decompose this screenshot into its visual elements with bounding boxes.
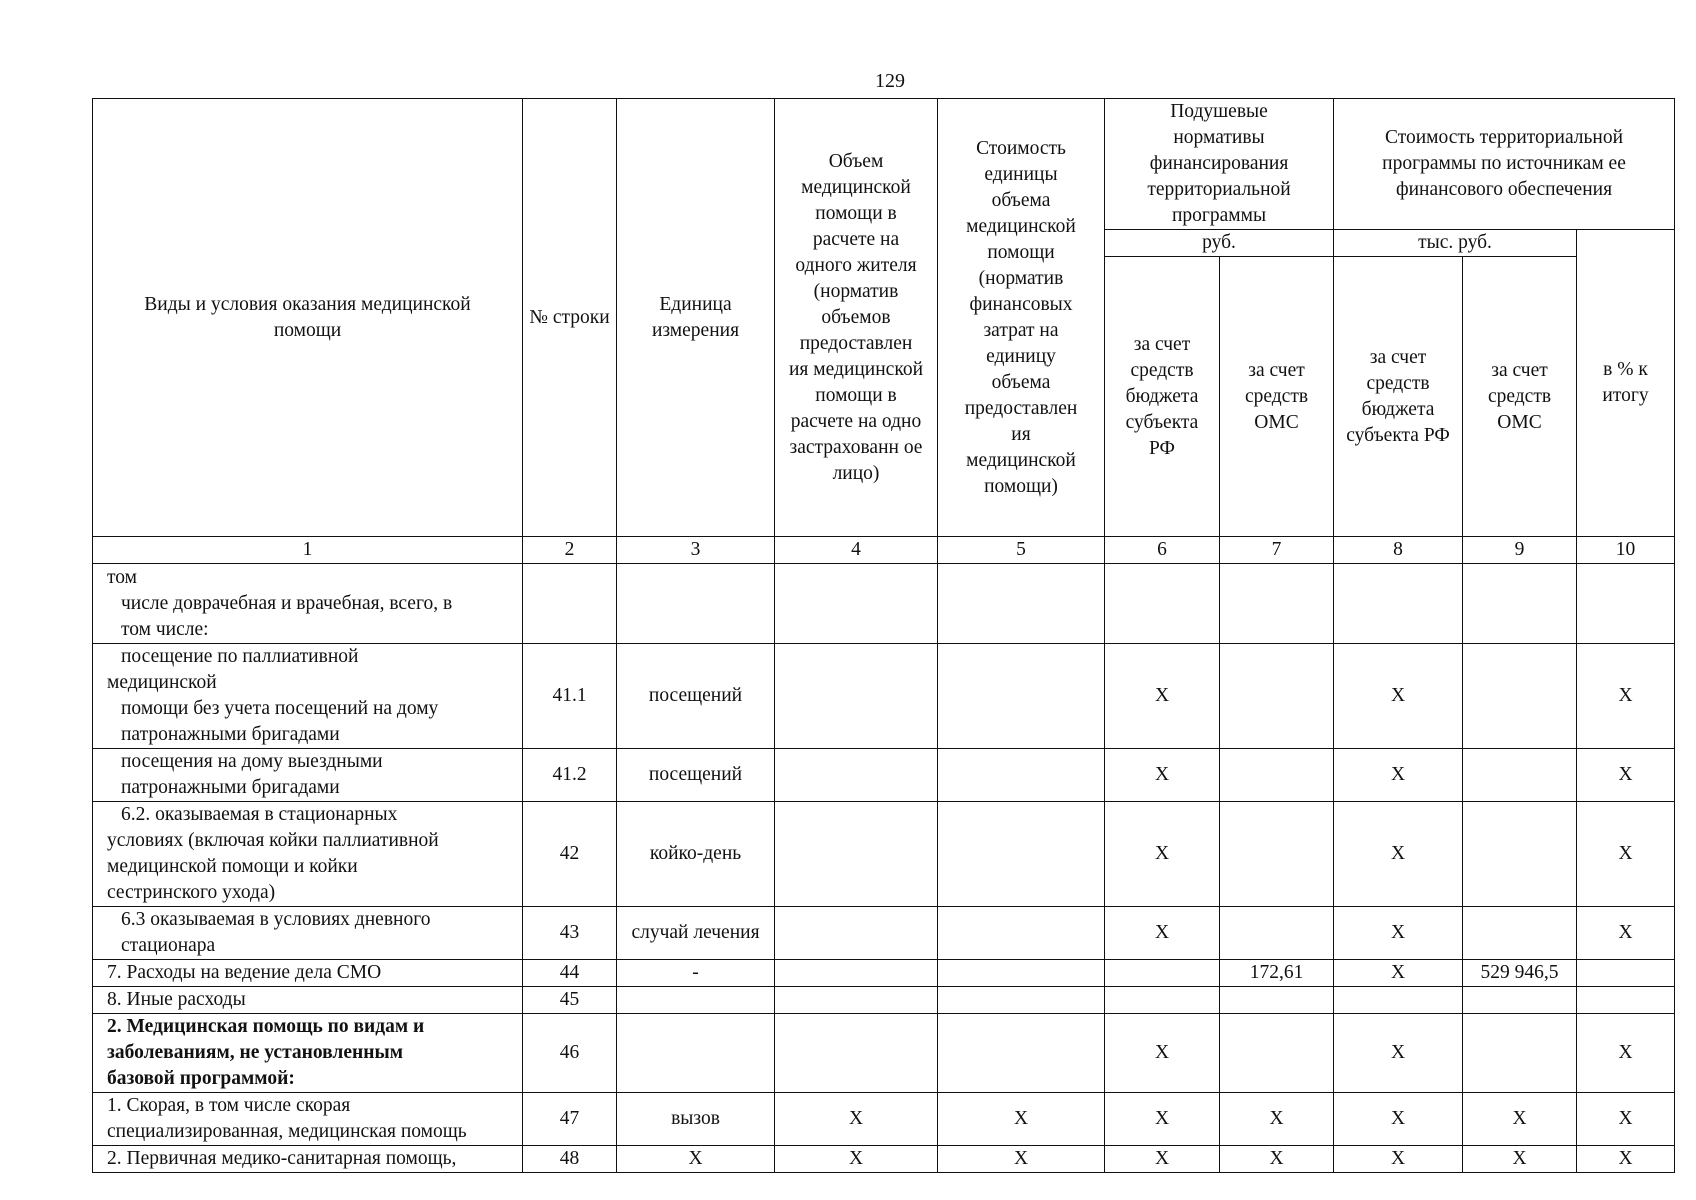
cell-col-6: X <box>1105 1014 1220 1093</box>
cell-col-5 <box>938 907 1105 960</box>
cell-col-9 <box>1463 644 1577 749</box>
cell-col-2: 42 <box>523 802 617 907</box>
row-label-line: 1. Скорая, в том числе скорая <box>107 1095 351 1116</box>
cell-col-7 <box>1220 1014 1334 1093</box>
cell-col-4 <box>775 802 938 907</box>
header-percent-total: в % к итогу <box>1577 230 1675 537</box>
table-row <box>93 960 1675 987</box>
row-label <box>93 1093 523 1146</box>
row-label-line: 6.2. оказываемая в стационарных <box>121 804 398 825</box>
cell-col-4 <box>775 564 938 644</box>
cell-col-5 <box>938 960 1105 987</box>
row-label-line: условиях (включая койки паллиативной <box>107 830 439 851</box>
cell-col-5 <box>938 564 1105 644</box>
row-label-line: том <box>107 566 137 588</box>
cell-col-3: - <box>617 960 775 987</box>
cell-col-9 <box>1463 564 1577 644</box>
cell-col-8: X <box>1334 749 1463 802</box>
table-row <box>93 564 1675 644</box>
cell-col-10 <box>1577 564 1675 644</box>
cell-col-3: случай лечения <box>617 907 775 960</box>
cell-col-8 <box>1334 987 1463 1014</box>
cell-col-7: X <box>1220 1093 1334 1146</box>
row-label-line: 6.3 оказываемая в условиях дневного <box>121 909 431 930</box>
cell-col-10 <box>1577 960 1675 987</box>
header-unit-cost-norm: Стоимость единицы объема медицинской помощи (норматив финансовых затрат на единицу объема предоставлен ия медицинской помощи) <box>938 99 1105 537</box>
cell-col-10: X <box>1577 907 1675 960</box>
header-per-capita-group: Подушевые нормативы финансирования территориальной программы <box>1105 99 1334 230</box>
header-cost-oms: за счет средств ОМС <box>1463 257 1577 537</box>
cell-col-6: X <box>1105 749 1220 802</box>
cell-col-4: X <box>775 1146 938 1173</box>
row-label-line: посещения на дому выездными <box>121 751 383 772</box>
cell-col-4: X <box>775 1093 938 1146</box>
cell-col-7 <box>1220 907 1334 960</box>
row-label <box>93 987 523 1014</box>
row-label-line: заболеваниям, не установленным <box>107 1042 403 1063</box>
cell-col-8: X <box>1334 802 1463 907</box>
cell-col-8 <box>1334 564 1463 644</box>
header-row-number: № строки <box>523 99 617 537</box>
cell-col-8: X <box>1334 907 1463 960</box>
cell-col-3 <box>617 564 775 644</box>
cell-col-9: X <box>1463 1146 1577 1173</box>
cell-col-10: X <box>1577 644 1675 749</box>
cell-col-7 <box>1220 644 1334 749</box>
row-label <box>93 802 523 907</box>
row-label-line: 7. Расходы на ведение дела СМО <box>107 962 382 983</box>
cell-col-6 <box>1105 564 1220 644</box>
cell-col-2: 45 <box>523 987 617 1014</box>
cell-col-8: X <box>1334 960 1463 987</box>
cell-col-10: X <box>1577 1093 1675 1146</box>
column-number: 6 <box>1105 537 1220 564</box>
header-unit-rub: руб. <box>1105 230 1334 257</box>
cell-col-5: X <box>938 1093 1105 1146</box>
cell-col-3: койко-день <box>617 802 775 907</box>
row-label <box>93 749 523 802</box>
table-row <box>93 749 1675 802</box>
table-body <box>93 564 1675 1173</box>
cell-col-7 <box>1220 802 1334 907</box>
cell-col-4 <box>775 987 938 1014</box>
row-label-line: патронажными бригадами <box>121 724 340 745</box>
page-number: 129 <box>875 70 905 92</box>
column-number: 10 <box>1577 537 1675 564</box>
cell-col-2 <box>523 564 617 644</box>
cell-col-6: X <box>1105 907 1220 960</box>
cell-col-6: X <box>1105 1093 1220 1146</box>
row-label-line: числе доврачебная и врачебная, всего, в <box>121 592 453 614</box>
table-row <box>93 907 1675 960</box>
column-number: 9 <box>1463 537 1577 564</box>
row-label-line: специализированная, медицинская помощь <box>107 1121 467 1142</box>
row-label-line: базовой программой: <box>107 1068 295 1089</box>
financing-table <box>92 98 1675 1173</box>
cell-col-10 <box>1577 987 1675 1014</box>
row-label <box>93 644 523 749</box>
cell-col-2: 48 <box>523 1146 617 1173</box>
row-label <box>93 1014 523 1093</box>
cell-col-10: X <box>1577 1014 1675 1093</box>
cell-col-2: 47 <box>523 1093 617 1146</box>
cell-col-7: X <box>1220 1146 1334 1173</box>
header-per-capita-budget: за счет средств бюджета субъекта РФ <box>1105 257 1220 537</box>
cell-col-8: X <box>1334 1146 1463 1173</box>
cell-col-5 <box>938 644 1105 749</box>
cell-col-2: 41.2 <box>523 749 617 802</box>
cell-col-9 <box>1463 802 1577 907</box>
header-volume-norm: Объем медицинской помощи в расчете на одного жителя (норматив объемов предоставлен ия медицинской помощи в расчете на одно застрахованн ое лицо) <box>775 99 938 537</box>
cell-col-6 <box>1105 987 1220 1014</box>
cell-col-6: X <box>1105 802 1220 907</box>
cell-col-5: X <box>938 1146 1105 1173</box>
table-row <box>93 802 1675 907</box>
cell-col-6: X <box>1105 1146 1220 1173</box>
cell-col-7 <box>1220 564 1334 644</box>
cell-col-9: 529 946,5 <box>1463 960 1577 987</box>
row-label-line: стационара <box>121 935 216 956</box>
cell-col-7 <box>1220 749 1334 802</box>
cell-col-9 <box>1463 987 1577 1014</box>
row-label <box>93 564 523 644</box>
cell-col-3: посещений <box>617 749 775 802</box>
cell-col-6 <box>1105 960 1220 987</box>
cell-col-3: посещений <box>617 644 775 749</box>
table-row <box>93 1014 1675 1093</box>
cell-col-2: 41.1 <box>523 644 617 749</box>
cell-col-9 <box>1463 907 1577 960</box>
cell-col-3: X <box>617 1146 775 1173</box>
cell-col-3 <box>617 1014 775 1093</box>
cell-col-8: X <box>1334 644 1463 749</box>
column-number: 2 <box>523 537 617 564</box>
column-number: 5 <box>938 537 1105 564</box>
cell-col-5 <box>938 1014 1105 1093</box>
row-label-line: 2. Первичная медико-санитарная помощь, <box>107 1148 457 1169</box>
row-label-line: сестринского ухода) <box>107 882 276 903</box>
cell-col-7: 172,61 <box>1220 960 1334 987</box>
table-row <box>93 987 1675 1014</box>
cell-col-10: X <box>1577 749 1675 802</box>
cell-col-4 <box>775 960 938 987</box>
header-cost-budget: за счет средств бюджета субъекта РФ <box>1334 257 1463 537</box>
row-label-line: том числе: <box>121 618 209 640</box>
row-label-line: медицинской помощи и койки <box>107 856 358 877</box>
cell-col-5 <box>938 987 1105 1014</box>
cell-col-10: X <box>1577 1146 1675 1173</box>
cell-col-3 <box>617 987 775 1014</box>
cell-col-4 <box>775 907 938 960</box>
header-kinds-conditions: Виды и условия оказания медицинской помощи <box>93 99 523 537</box>
cell-col-2: 43 <box>523 907 617 960</box>
cell-col-9: X <box>1463 1093 1577 1146</box>
cell-col-10: X <box>1577 802 1675 907</box>
row-label <box>93 907 523 960</box>
column-number: 7 <box>1220 537 1334 564</box>
cell-col-6: X <box>1105 644 1220 749</box>
header-program-cost-group: Стоимость территориальной программы по источникам ее финансового обеспечения <box>1334 99 1675 230</box>
cell-col-8: X <box>1334 1093 1463 1146</box>
cell-col-4 <box>775 644 938 749</box>
header-per-capita-oms: за счет средств ОМС <box>1220 257 1334 537</box>
cell-col-8: X <box>1334 1014 1463 1093</box>
cell-col-9 <box>1463 1014 1577 1093</box>
row-label <box>93 960 523 987</box>
column-number: 3 <box>617 537 775 564</box>
row-label-line: медицинской <box>107 672 217 693</box>
header-unit-thousand-rub: тыс. руб. <box>1334 230 1577 257</box>
row-label-line: патронажными бригадами <box>121 777 340 798</box>
table-row <box>93 644 1675 749</box>
cell-col-7 <box>1220 987 1334 1014</box>
cell-col-5 <box>938 749 1105 802</box>
row-label-line: посещение по паллиативной <box>121 646 359 667</box>
row-label-line: 2. Медицинская помощь по видам и <box>107 1016 425 1037</box>
table-row <box>93 1146 1675 1173</box>
cell-col-9 <box>1463 749 1577 802</box>
row-label-line: 8. Иные расходы <box>107 989 246 1010</box>
cell-col-4 <box>775 749 938 802</box>
cell-col-4 <box>775 1014 938 1093</box>
column-number: 8 <box>1334 537 1463 564</box>
column-number-row <box>93 537 1675 564</box>
cell-col-2: 44 <box>523 960 617 987</box>
cell-col-2: 46 <box>523 1014 617 1093</box>
column-number: 1 <box>93 537 523 564</box>
cell-col-5 <box>938 802 1105 907</box>
cell-col-3: вызов <box>617 1093 775 1146</box>
row-label <box>93 1146 523 1173</box>
column-number: 4 <box>775 537 938 564</box>
table-row <box>93 1093 1675 1146</box>
row-label-line: помощи без учета посещений на дому <box>121 698 439 719</box>
header-unit: Единица измерения <box>617 99 775 537</box>
